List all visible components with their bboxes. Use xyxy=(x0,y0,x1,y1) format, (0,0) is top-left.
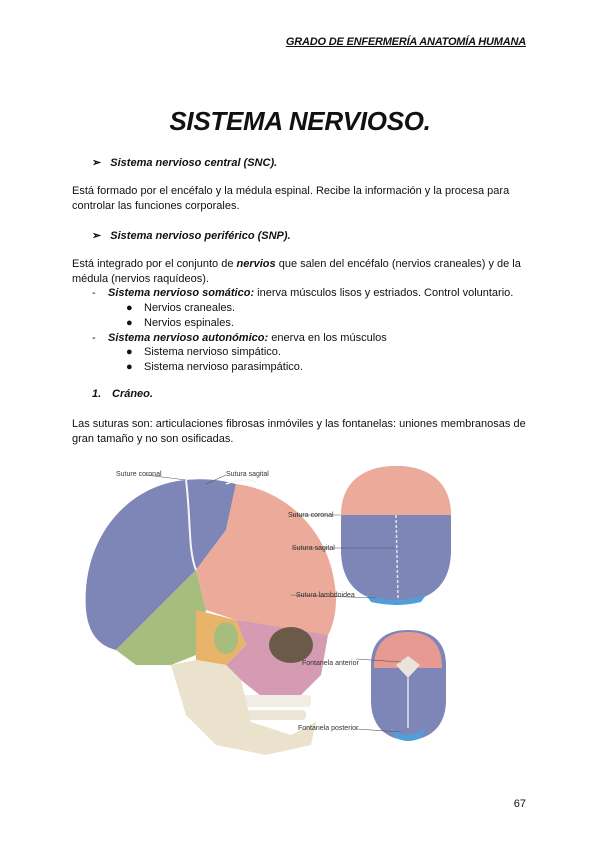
dot-bullet-icon: ● xyxy=(126,361,133,373)
list-item xyxy=(126,316,234,331)
dot-bullet-icon: ● xyxy=(126,302,133,314)
autonomico-text: enerva en los músculos xyxy=(268,332,387,344)
label-sutura-sagital-side: Sutura sagital xyxy=(226,471,269,478)
section-number: 1. xyxy=(92,388,102,400)
list-item-text: Sistema nervioso parasimpático. xyxy=(144,361,303,373)
autonomico-label: Sistema nervioso autonómico: xyxy=(108,332,269,344)
page-title: SISTEMA NERVIOSO. xyxy=(169,106,431,136)
skull-figure xyxy=(76,460,536,760)
dash-bullet: - xyxy=(92,287,96,299)
snp-text-before: Está integrado por el conjunto de xyxy=(72,258,237,270)
somatico-label: Sistema nervioso somático: xyxy=(108,287,255,299)
arrow-bullet-icon: ➢ xyxy=(92,157,102,169)
list-item-text: Sistema nervioso simpático. xyxy=(144,346,281,358)
page-header: GRADO DE ENFERMERÍA ANATOMÍA HUMANA xyxy=(285,36,526,48)
craneo-heading-text: Cráneo. xyxy=(112,388,153,400)
snc-paragraph: Está formado por el encéfalo y la médula espinal. Recibe la información y la procesa para controlar las funciones corporales. xyxy=(72,185,510,212)
dot-bullet-icon: ● xyxy=(126,317,133,329)
label-fontanela-posterior: Fontanela posterior xyxy=(298,725,359,732)
list-item xyxy=(126,360,303,375)
list-item-text: Nervios craneales. xyxy=(144,302,236,314)
snp-paragraph xyxy=(72,257,532,287)
label-sutura-coronal-top: Sutura coronal xyxy=(288,512,334,519)
dot-bullet-icon: ● xyxy=(126,346,133,358)
craneo-paragraph: Las suturas son: articulaciones fibrosas inmóviles y las fontanelas: uniones membranosas de gran tamaño y no son osificadas. xyxy=(72,418,526,445)
dash-bullet: - xyxy=(92,332,96,344)
snp-heading xyxy=(92,229,291,242)
label-sutura-sagital-top: Sutura sagital xyxy=(292,545,335,552)
snp-heading-text: Sistema nervioso periférico (SNP). xyxy=(110,230,291,242)
arrow-bullet-icon: ➢ xyxy=(92,230,102,242)
label-sutura-lambdoidea: Sutura lambdoidea xyxy=(296,592,355,599)
page-number: 67 xyxy=(513,798,526,810)
label-fontanela-anterior: Fontanela anterior xyxy=(302,660,359,667)
list-item xyxy=(126,345,281,360)
craneo-heading xyxy=(92,388,153,400)
snc-heading xyxy=(92,156,277,169)
list-item-text: Nervios espinales. xyxy=(144,317,234,329)
autonomico-item xyxy=(92,331,387,346)
list-item xyxy=(126,301,235,316)
somatico-text: inerva músculos lisos y estriados. Control voluntario. xyxy=(254,287,514,299)
label-sutura-coronal-side: Suture coronal xyxy=(116,471,162,478)
snp-text-after: que salen del encéfalo (nervios craneales) y de la médula (nervios raquídeos). xyxy=(72,258,521,285)
somatico-item xyxy=(92,286,513,301)
snp-text-bold: nervios xyxy=(236,258,276,270)
snc-heading-text: Sistema nervioso central (SNC). xyxy=(110,157,278,169)
